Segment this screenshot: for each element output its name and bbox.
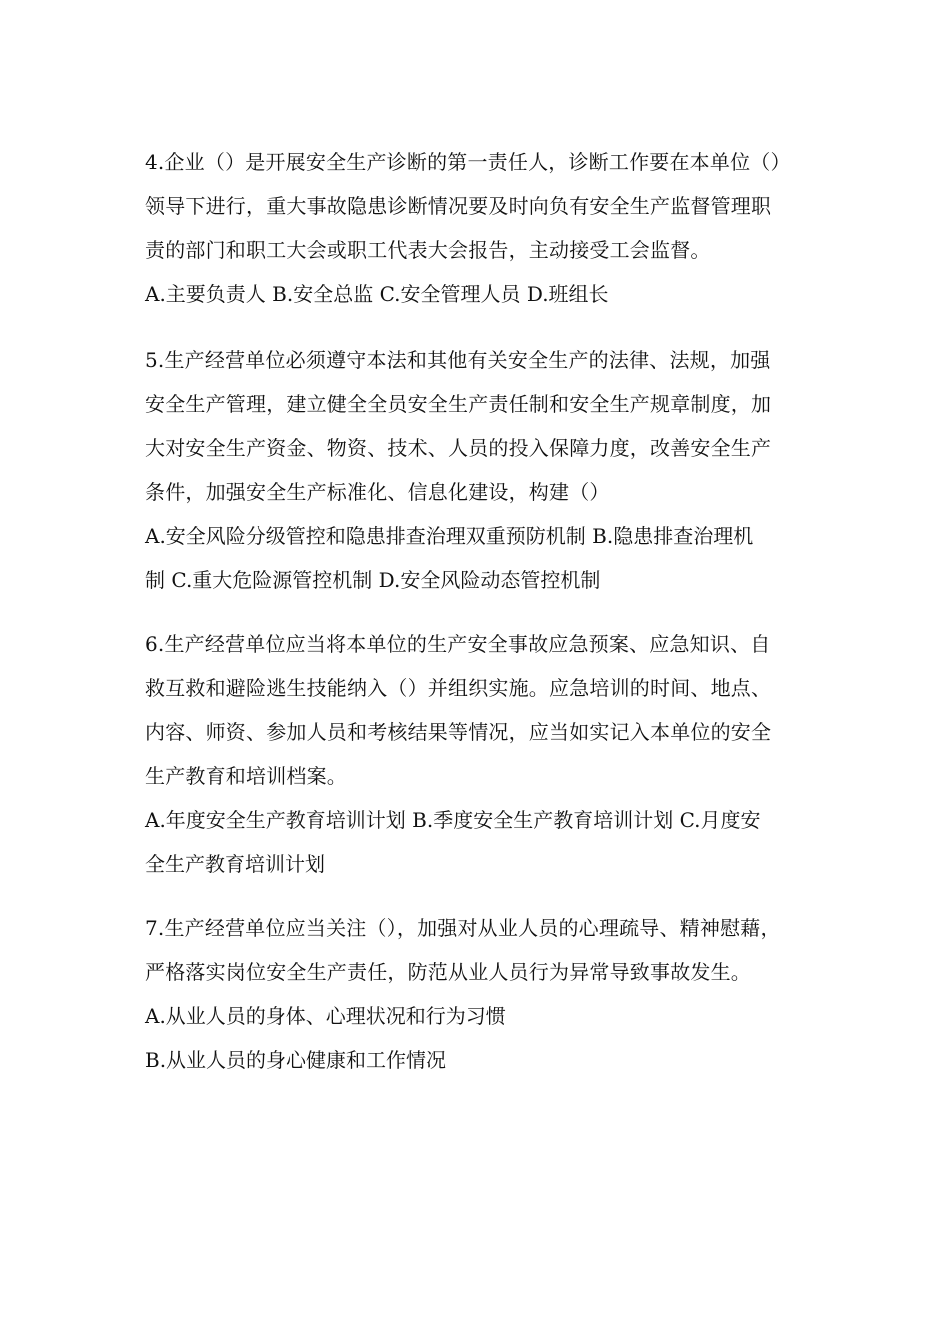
question-stem bbox=[145, 906, 810, 994]
question-stem bbox=[145, 140, 810, 272]
stem-line: 严格落实岗位安全生产责任，防范从业人员行为异常导致事故发生。 bbox=[145, 960, 751, 984]
stem-line: 内容、师资、参加人员和考核结果等情况，应当如实记入本单位的安全 bbox=[145, 720, 772, 744]
question-6 bbox=[145, 622, 810, 886]
stem-line: 安全生产管理，建立健全全员安全生产责任制和安全生产规章制度，加 bbox=[145, 392, 772, 416]
question-stem bbox=[145, 338, 810, 514]
stem-line: 责的部门和职工大会或职工代表大会报告，主动接受工会监督。 bbox=[145, 238, 711, 262]
question-4 bbox=[145, 140, 810, 316]
option-line: 制 C.重大危险源管控机制 D.安全风险动态管控机制 bbox=[145, 568, 601, 592]
stem-line: 领导下进行，重大事故隐患诊断情况要及时向负有安全生产监督管理职 bbox=[145, 194, 772, 218]
question-5 bbox=[145, 338, 810, 602]
question-options bbox=[145, 272, 810, 316]
stem-line: 4.企业（）是开展安全生产诊断的第一责任人，诊断工作要在本单位（） bbox=[145, 150, 791, 174]
option-line: A.主要负责人 B.安全总监 C.安全管理人员 D.班组长 bbox=[145, 282, 609, 306]
question-options bbox=[145, 994, 810, 1082]
question-stem bbox=[145, 622, 810, 798]
stem-line: 生产教育和培训档案。 bbox=[145, 764, 347, 788]
stem-line: 大对安全生产资金、物资、技术、人员的投入保障力度，改善安全生产 bbox=[145, 436, 772, 460]
question-options bbox=[145, 514, 810, 602]
question-options bbox=[145, 798, 810, 886]
question-7 bbox=[145, 906, 810, 1082]
stem-line: 条件，加强安全生产标准化、信息化建设，构建（） bbox=[145, 480, 610, 504]
option-line: A.安全风险分级管控和隐患排查治理双重预防机制 B.隐患排查治理机 bbox=[145, 524, 754, 548]
stem-line: 5.生产经营单位必须遵守本法和其他有关安全生产的法律、法规，加强 bbox=[145, 348, 771, 372]
stem-line: 7.生产经营单位应当关注（），加强对从业人员的心理疏导、精神慰藉， bbox=[145, 916, 781, 940]
option-line: A.从业人员的身体、心理状况和行为习惯 bbox=[145, 1004, 506, 1028]
stem-line: 6.生产经营单位应当将本单位的生产安全事故应急预案、应急知识、自 bbox=[145, 632, 771, 656]
stem-line: 救互救和避险逃生技能纳入（）并组织实施。应急培训的时间、地点、 bbox=[145, 676, 772, 700]
option-line: A.年度安全生产教育培训计划 B.季度安全生产教育培训计划 C.月度安 bbox=[145, 808, 761, 832]
option-line: 全生产教育培训计划 bbox=[145, 852, 325, 876]
option-line: B.从业人员的身心健康和工作情况 bbox=[145, 1048, 447, 1072]
document-body bbox=[145, 140, 810, 1082]
